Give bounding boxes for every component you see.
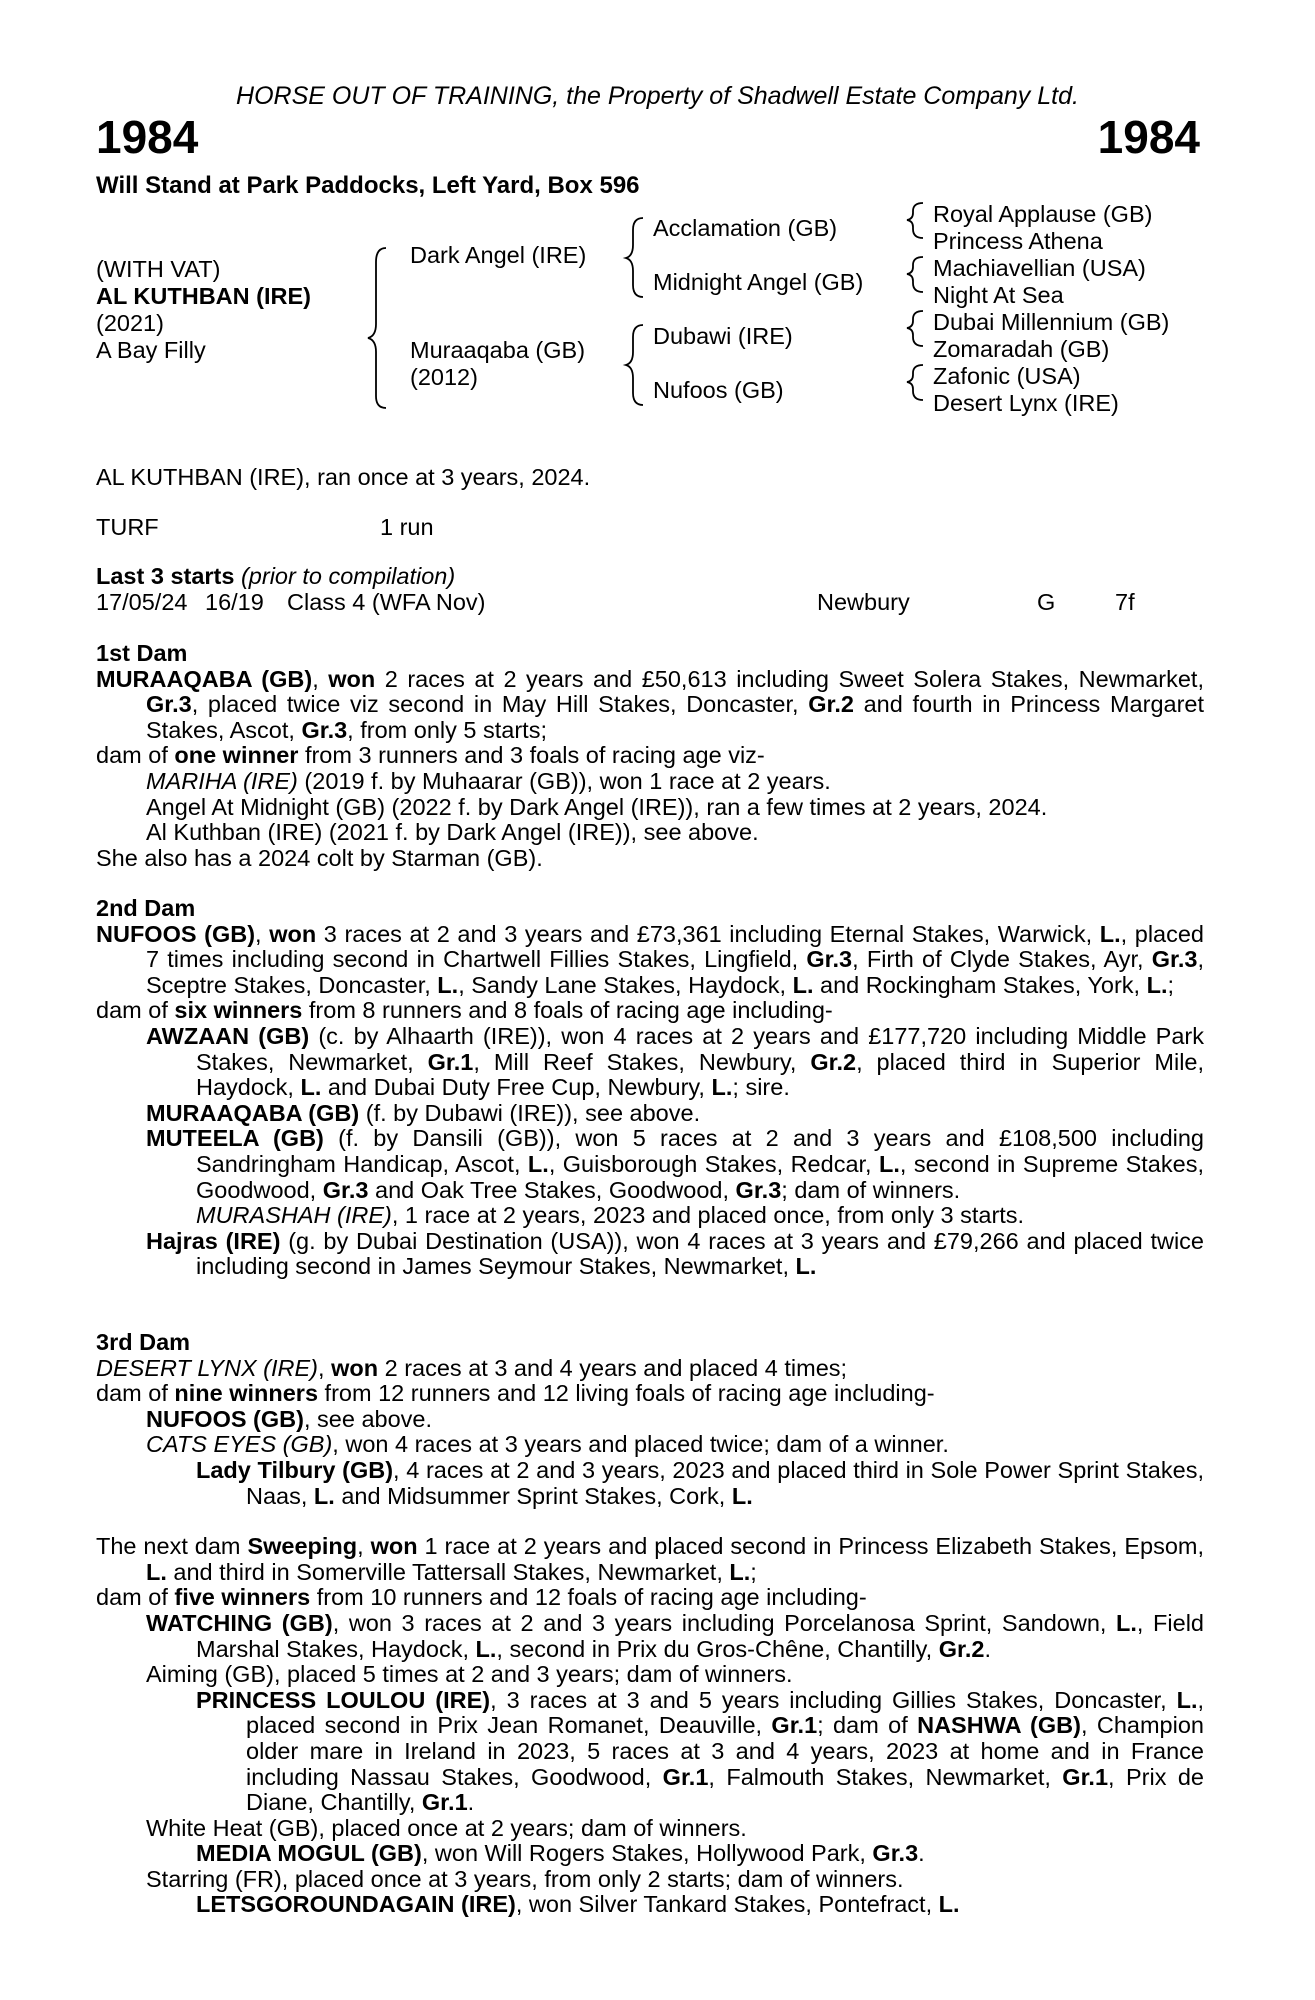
race-summary: AL KUTHBAN (IRE), ran once at 3 years, 2024. <box>96 464 591 490</box>
produce-item: Al Kuthban (IRE) (2021 f. by Dark Angel (IRE)), see above. <box>146 819 759 846</box>
pedigree-sire-dam: Midnight Angel (GB) <box>653 269 864 295</box>
turf-label: TURF <box>96 514 159 540</box>
start-course: Newbury <box>817 589 910 615</box>
lot-number-left: 1984 <box>96 111 199 163</box>
produce-item: White Heat (GB), placed once at 2 years; dam of winners. <box>146 1814 747 1841</box>
first-dam-produce-intro: dam of one winner from 3 runners and 3 foals of racing age viz- <box>96 742 765 769</box>
last-starts-heading <box>96 563 455 590</box>
second-dam-title: 2nd Dam <box>96 895 196 921</box>
stand-location: Will Stand at Park Paddocks, Left Yard, Box 596 <box>96 172 640 199</box>
next-dam-produce-intro: dam of five winners from 10 runners and 12 foals of racing age including- <box>96 1584 867 1611</box>
produce-item: MUTEELA (GB) (f. by Dansili (GB)), won 5 races at 2 and 3 years and £108,500 including Sandringham Handicap, Ascot, L., Guisborough Stakes, Redcar, L., second in Supreme Stakes, Goodwood, Gr.3 and Oak Tree Stakes, Goodwood, Gr.3; dam of winners. <box>146 1125 1204 1203</box>
second-dam-produce-intro: dam of six winners from 8 runners and 8 foals of racing age including- <box>96 997 833 1024</box>
third-dam-title: 3rd Dam <box>96 1329 191 1355</box>
first-dam-paragraph: MURAAQABA (GB), won 2 races at 2 years and £50,613 including Sweet Solera Stakes, Newmarket, Gr.3, placed twice viz second in May Hill Stakes, Doncaster, Gr.2 and fourth in Princess Margaret Stakes, Ascot, Gr.3, from only 5 starts; <box>96 665 1205 743</box>
pedigree-ddd: Desert Lynx (IRE) <box>933 390 1119 416</box>
produce-item: MEDIA MOGUL (GB), won Will Rogers Stakes, Hollywood Park, Gr.3. <box>196 1840 925 1867</box>
pedigree-dsd: Zomaradah (GB) <box>933 336 1110 362</box>
third-dam-section <box>96 1330 1204 1918</box>
produce-item: WATCHING (GB), won 3 races at 2 and 3 years including Porcelanosa Sprint, Sandown, L., Field Marshal Stakes, Haydock, L., second in Prix du Gros-Chêne, Chantilly, Gr.2. <box>146 1609 1204 1662</box>
second-dam-paragraph: NUFOOS (GB), won 3 races at 2 and 3 years and £73,361 including Eternal Stakes, Warwick, L., placed 7 times including second in Chartwell Fillies Stakes, Lingfield, Gr.3, Firth of Clyde Stakes, Ayr, Gr.3, Sceptre Stakes, Doncaster, L., Sandy Lane Stakes, Haydock, L. and Rockingham Stakes, York, L.; <box>96 920 1205 998</box>
last-starts-title: Last 3 starts <box>96 563 235 589</box>
pedigree-dam-sire: Dubawi (IRE) <box>653 323 793 349</box>
last-starts-note: (prior to compilation) <box>240 563 456 589</box>
horse-name: AL KUTHBAN (IRE) <box>96 283 311 309</box>
start-position: 16/19 <box>205 589 264 615</box>
pedigree-dds: Zafonic (USA) <box>933 363 1081 389</box>
produce-item: Starring (FR), placed once at 3 years, from only 2 starts; dam of winners. <box>146 1865 904 1892</box>
pedigree-sire: Dark Angel (IRE) <box>410 242 587 268</box>
produce-note: She also has a 2024 colt by Starman (GB). <box>96 844 543 871</box>
third-dam-produce-intro: dam of nine winners from 12 runners and 12 living foals of racing age including- <box>96 1380 935 1407</box>
start-distance: 7f <box>1115 589 1135 615</box>
produce-item: AWZAAN (GB) (c. by Alhaarth (IRE)), won 4 races at 2 years and £177,720 including Middle Park Stakes, Newmarket, Gr.1, Mill Reef Stakes, Newbury, Gr.2, placed third in Superior Mile, Haydock, L. and Dubai Duty Free Cup, Newbury, L.; sire. <box>146 1022 1205 1101</box>
pedigree-dam: Muraaqaba (GB) <box>410 337 586 363</box>
produce-item: MURASHAH (IRE), 1 race at 2 years, 2023 and placed once, from only 3 starts. <box>196 1202 1025 1229</box>
horse-description: A Bay Filly <box>96 337 206 363</box>
pedigree-sss: Royal Applause (GB) <box>933 201 1153 227</box>
second-dam-section <box>96 896 1204 1280</box>
produce-item: Angel At Midnight (GB) (2022 f. by Dark Angel (IRE)), ran a few times at 2 years, 2024. <box>146 793 1048 820</box>
next-dam-paragraph: The next dam Sweeping, won 1 race at 2 years and placed second in Princess Elizabeth Stakes, Epsom, L. and third in Somerville Tattersall Stakes, Newmarket, L.; <box>96 1533 1204 1585</box>
pedigree-dss: Dubai Millennium (GB) <box>933 309 1170 335</box>
page-header: HORSE OUT OF TRAINING, the Property of Shadwell Estate Company Ltd. <box>236 82 1079 110</box>
produce-item: Aiming (GB), placed 5 times at 2 and 3 years; dam of winners. <box>146 1661 793 1688</box>
produce-item: CATS EYES (GB), won 4 races at 3 years and placed twice; dam of a winner. <box>146 1431 949 1458</box>
pedigree-dam-year: (2012) <box>410 364 478 390</box>
third-dam-paragraph: DESERT LYNX (IRE), won 2 races at 3 and 4 years and placed 4 times; <box>96 1354 848 1381</box>
pedigree-sire-sire: Acclamation (GB) <box>653 215 838 241</box>
lot-number-right: 1984 <box>1097 111 1200 163</box>
first-dam-title: 1st Dam <box>96 640 188 666</box>
produce-item: MARIHA (IRE) (2019 f. by Muhaarar (GB)), won 1 race at 2 years. <box>146 767 831 794</box>
turf-runs: 1 run <box>380 514 434 540</box>
start-race: Class 4 (WFA Nov) <box>287 589 486 615</box>
produce-item: LETSGOROUNDAGAIN (IRE), won Silver Tankard Stakes, Pontefract, L. <box>196 1891 960 1918</box>
start-date: 17/05/24 <box>96 589 188 615</box>
produce-item: PRINCESS LOULOU (IRE), 3 races at 3 and 5 years including Gillies Stakes, Doncaster, L., placed second in Prix Jean Romanet, Deauville, Gr.1; dam of NASHWA (GB), Champion older mare in Ireland in 2023, 5 races at 3 and 4 years, 2023 at home and in France including Nassau Stakes, Goodwood, Gr.1, Falmouth Stakes, Newmarket, Gr.1, Prix de Diane, Chantilly, Gr.1. <box>196 1686 1205 1816</box>
produce-item: Hajras (IRE) (g. by Dubai Destination (USA)), won 4 races at 3 years and £79,266 and placed twice including second in James Seymour Stakes, Newmarket, L. <box>146 1227 1204 1280</box>
pedigree-ssd: Princess Athena <box>933 228 1103 254</box>
pedigree-sds: Machiavellian (USA) <box>933 255 1146 281</box>
pedigree-dam-dam: Nufoos (GB) <box>653 377 784 403</box>
horse-year: (2021) <box>96 310 164 336</box>
produce-item: MURAAQABA (GB) (f. by Dubawi (IRE)), see above. <box>146 1099 701 1126</box>
start-going: G <box>1037 589 1056 615</box>
produce-item: Lady Tilbury (GB), 4 races at 2 and 3 years, 2023 and placed third in Sole Power Sprint Stakes, Naas, L. and Midsummer Sprint Stakes, Cork, L. <box>196 1456 1204 1509</box>
produce-item: NUFOOS (GB), see above. <box>146 1405 433 1432</box>
pedigree-sdd: Night At Sea <box>933 282 1064 308</box>
horse-vat: (WITH VAT) <box>96 256 221 282</box>
first-dam-section <box>96 641 1204 871</box>
